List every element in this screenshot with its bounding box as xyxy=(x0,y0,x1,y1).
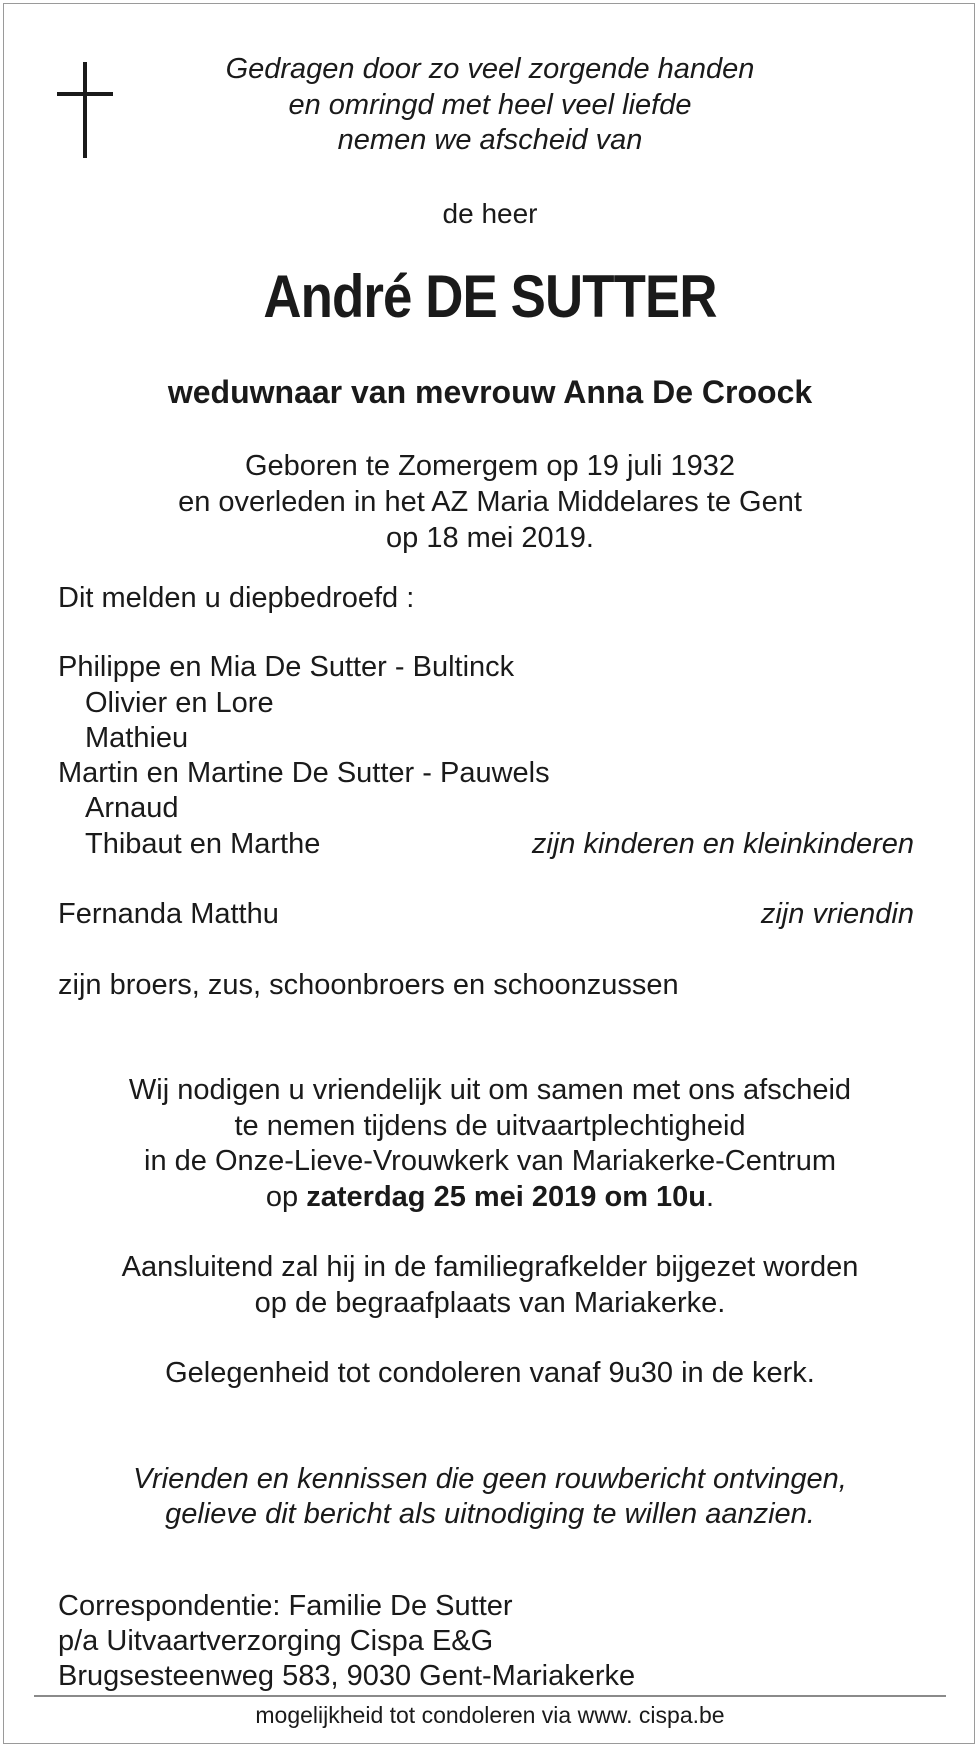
family-line-3: Mathieu xyxy=(85,722,189,754)
condolence-line: Gelegenheid tot condoleren vanaf 9u30 in de kerk. xyxy=(165,1357,815,1389)
family-line-4: Martin en Martine De Sutter - Pauwels xyxy=(58,757,550,789)
burial-line-1: Aansluitend zal hij in de familiegrafkelder bijgezet worden xyxy=(121,1251,859,1283)
closing-line-2: gelieve dit bericht als uitnodiging te willen aanzien. xyxy=(165,1498,815,1530)
spouse-line: weduwnaar van mevrouw Anna De Croock xyxy=(167,374,813,410)
invitation-line-3: in de Onze-Lieve-Vrouwkerk van Mariakerke-Centrum xyxy=(144,1145,836,1177)
friend-name: Fernanda Matthu xyxy=(58,898,279,930)
correspondence-line-1: Correspondentie: Familie De Sutter xyxy=(58,1590,513,1622)
invitation-line-4 xyxy=(0,1180,980,1215)
invitation-line-1: Wij nodigen u vriendelijk uit om samen met ons afscheid xyxy=(128,1074,852,1106)
relation-children: zijn kinderen en kleinkinderen xyxy=(531,828,914,860)
invitation-line-2: te nemen tijdens de uitvaartplechtigheid xyxy=(234,1110,746,1142)
siblings-line: zijn broers, zus, schoonbroers en schoonzussen xyxy=(58,969,679,1001)
deceased-name: André DE SUTTER xyxy=(263,263,717,330)
birth-line: Geboren te Zomergem op 19 juli 1932 xyxy=(244,450,736,482)
closing-line-1: Vrienden en kennissen die geen rouwbericht ontvingen, xyxy=(133,1463,847,1495)
footer-divider xyxy=(34,1695,946,1697)
announcement-intro: Dit melden u diepbedroefd : xyxy=(58,582,415,614)
correspondence-line-3: Brugsesteenweg 583, 9030 Gent-Mariakerke xyxy=(58,1660,636,1692)
burial-line-2: op de begraafplaats van Mariakerke. xyxy=(254,1287,726,1319)
salutation: de heer xyxy=(442,198,538,229)
date-suffix: . xyxy=(706,1181,715,1213)
ceremony-date: zaterdag 25 mei 2019 om 10u xyxy=(306,1181,707,1213)
death-date-line: op 18 mei 2019. xyxy=(386,522,594,554)
relation-friend: zijn vriendin xyxy=(760,898,914,930)
date-prefix: op xyxy=(265,1181,307,1213)
opening-line-1: Gedragen door zo veel zorgende handen xyxy=(225,53,755,85)
correspondence-line-2: p/a Uitvaartverzorging Cispa E&G xyxy=(58,1625,494,1657)
opening-line-2: en omringd met heel veel liefde xyxy=(288,89,692,121)
family-line-2: Olivier en Lore xyxy=(85,687,274,719)
death-place-line: en overleden in het AZ Maria Middelares te Gent xyxy=(178,486,802,518)
opening-line-3: nemen we afscheid van xyxy=(337,124,643,156)
family-line-1: Philippe en Mia De Sutter - Bultinck xyxy=(58,651,515,683)
family-line-5: Arnaud xyxy=(85,792,179,824)
footer-text: mogelijkheid tot condoleren via www. cispa.be xyxy=(255,1702,725,1728)
family-line-6: Thibaut en Marthe xyxy=(85,828,321,860)
